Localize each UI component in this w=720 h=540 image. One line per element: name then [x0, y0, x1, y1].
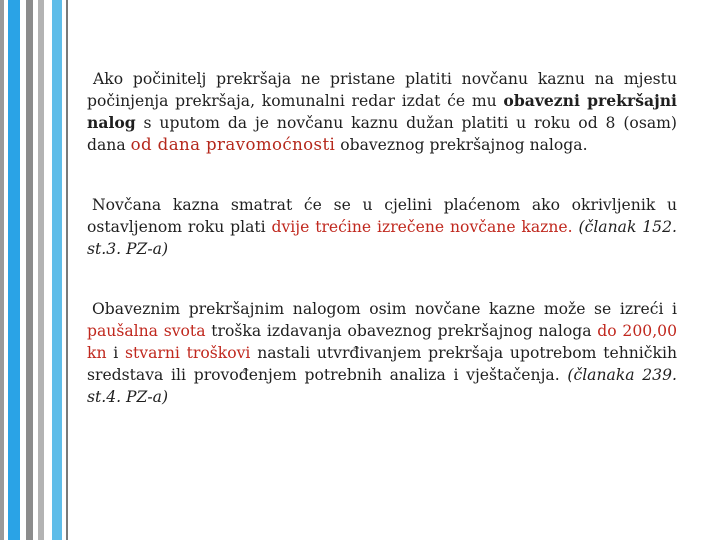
highlight-text: do 200,00 kn: [87, 322, 677, 362]
bold-term: obavezni prekršajni nalog: [87, 91, 677, 132]
text: Novčana kazna smatrat će se u cjelini plaćenom ako okrivljenik u ostavljenom roku plati: [87, 196, 677, 236]
text: i: [106, 344, 126, 362]
highlight-text: stvarni troškovi: [125, 344, 251, 362]
text: Obaveznim prekršajnim nalogom osim novčane kazne može se izreći i: [92, 300, 677, 318]
decorative-stripe: [38, 0, 44, 540]
highlight-text: od dana pravomoćnosti: [130, 135, 336, 154]
decorative-stripe: [26, 0, 33, 540]
legal-citation: (članak 152. st.3. PZ-a): [87, 218, 677, 258]
text: troška izdavanja obaveznog prekršajnog naloga: [205, 322, 598, 340]
paragraph-2: [87, 194, 677, 260]
decorative-stripe: [52, 0, 62, 540]
highlight-text: paušalna svota: [87, 322, 206, 340]
paragraph-3: [87, 298, 677, 408]
decorative-stripe: [66, 0, 68, 540]
text: nastali utvrđivanjem prekršaja upotrebom tehničkih sredstava ili provođenjem potrebnih analiza i vještačenja.: [87, 344, 678, 384]
legal-citation: (članaka 239. st.4. PZ-a): [87, 366, 677, 406]
decorative-stripe: [0, 0, 4, 540]
text: obaveznog prekršajnog naloga.: [335, 136, 588, 154]
highlight-text: dvije trećine izrečene novčane kazne.: [271, 218, 573, 236]
text: Ako počinitelj prekršaja ne pristane platiti novčanu kaznu na mjestu počinjenja prekršaja, komunalni redar izdat će mu: [87, 70, 677, 110]
decorative-stripe: [8, 0, 20, 540]
slide-content: [87, 68, 677, 408]
paragraph-1: [87, 68, 677, 156]
text: s uputom da je novčanu kaznu dužan platiti u roku od 8 (osam) dana: [87, 114, 677, 154]
